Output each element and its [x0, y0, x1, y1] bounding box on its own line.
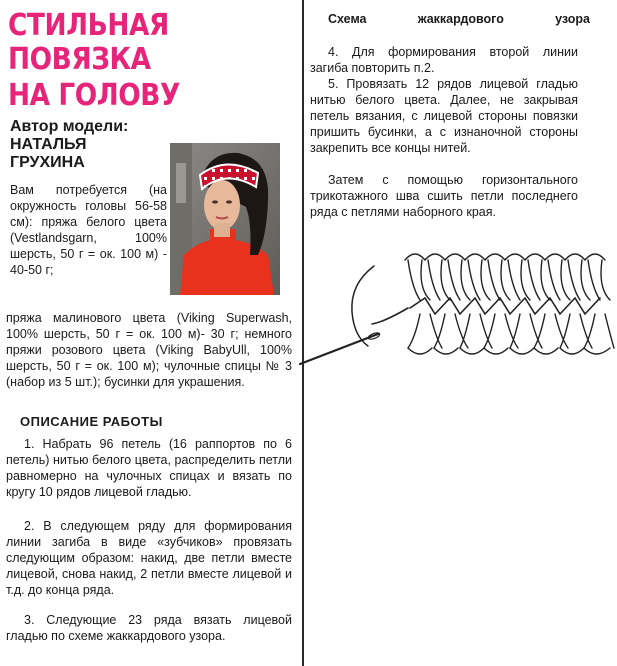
model-photo: [170, 143, 280, 295]
step-1: 1. Набрать 96 петель (16 раппортов по 6 петель) нитью белого цвета, распределить петли равномерно на чулочных спицах и вязать по кругу 10 рядов лицевой гладью.: [6, 437, 292, 499]
scheme-title-word-3: узора: [555, 12, 590, 26]
materials-intro: Вам потребуется (на окружность головы 56-58 см): пряжа белого цвета (Vestlandsgarn, 100% шерсть, 50 г = ок. 100 м) - 40-50 г;: [10, 183, 167, 277]
step-4: 4. Для формирования второй линии загиба повторить п.2.: [310, 45, 578, 75]
grafting-stitch-diagram: [280, 248, 617, 368]
author-label: Автор модели:: [10, 118, 129, 135]
article-title-line-3: НА ГОЛОВУ: [8, 78, 180, 113]
step-2: 2. В следующем ряду для формирования линии загиба в виде «зубчиков» провязать следующим образом: накид, две петли вместе лицевой, снова накид, 2 петли вместе лицевой и т.д. до конца ряда.: [6, 519, 292, 597]
lower-loop-row: [408, 314, 614, 354]
author-last-name: ГРУХИНА: [10, 154, 85, 171]
scheme-title: [328, 12, 590, 26]
scheme-title-word-2: жаккардового: [417, 12, 504, 26]
author-first-name: НАТАЛЬЯ: [10, 136, 87, 153]
left-column: [0, 0, 300, 666]
scheme-title-word-1: Схема: [328, 12, 367, 26]
needle-icon: [300, 332, 380, 364]
upper-loop-row: [405, 254, 610, 300]
step-3: 3. Следующие 23 ряда вязать лицевой гладью по схеме жаккардового узора.: [6, 613, 292, 643]
article-title-line-2: ПОВЯЗКА: [8, 42, 151, 77]
article-title-line-1: СТИЛЬНАЯ: [8, 8, 169, 43]
final-step: Затем с помощью горизонтального трикотажного шва сшить петли последнего ряда с петлями наборного края.: [310, 173, 578, 219]
description-heading: ОПИСАНИЕ РАБОТЫ: [20, 414, 163, 429]
materials-continued: пряжа малинового цвета (Viking Superwash, 100% шерсть, 50 г = ок. 100 м)- 30 г; немного пряжи розового цвета (Viking BabyUll, 100% шерсть, 50 г = ок. 100 м); чулочные спицы № 3 (набор из 5 шт.); бусинки для украшения.: [6, 311, 292, 389]
step-5: 5. Провязать 12 рядов лицевой гладью нитью белого цвета. Далее, не закрывая петель вязания, с лицевой стороны повязки пришить бусинки, а с изнаночной стороны закрепить все концы нитей.: [310, 77, 578, 155]
